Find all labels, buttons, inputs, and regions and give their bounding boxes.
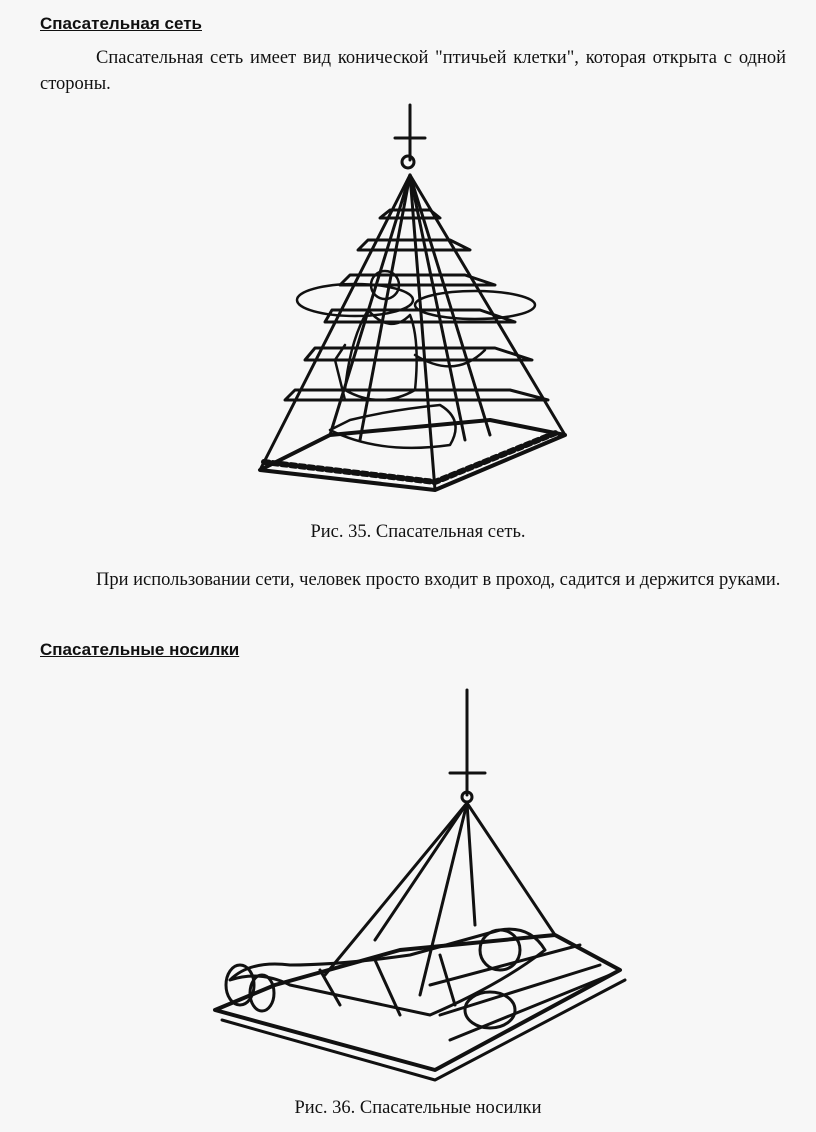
paragraph-net-usage: При использовании сети, человек просто входит в проход, садится и держится руками. [96, 570, 781, 590]
rescue-stretcher-illustration [200, 685, 640, 1085]
rescue-net-illustration [240, 100, 580, 500]
section-heading-rescue-net: Спасательная сеть [40, 14, 202, 33]
figure-caption-35: Рис. 35. Спасательная сеть. [310, 522, 526, 542]
figure-caption-36: Рис. 36. Спасательные носилки [294, 1098, 542, 1118]
paragraph-net-description: Спасательная сеть имеет вид конической "птичьей клетки", которая открыта с одной стороны. [40, 48, 786, 94]
section-heading-rescue-stretcher: Спасательные носилки [40, 640, 240, 659]
